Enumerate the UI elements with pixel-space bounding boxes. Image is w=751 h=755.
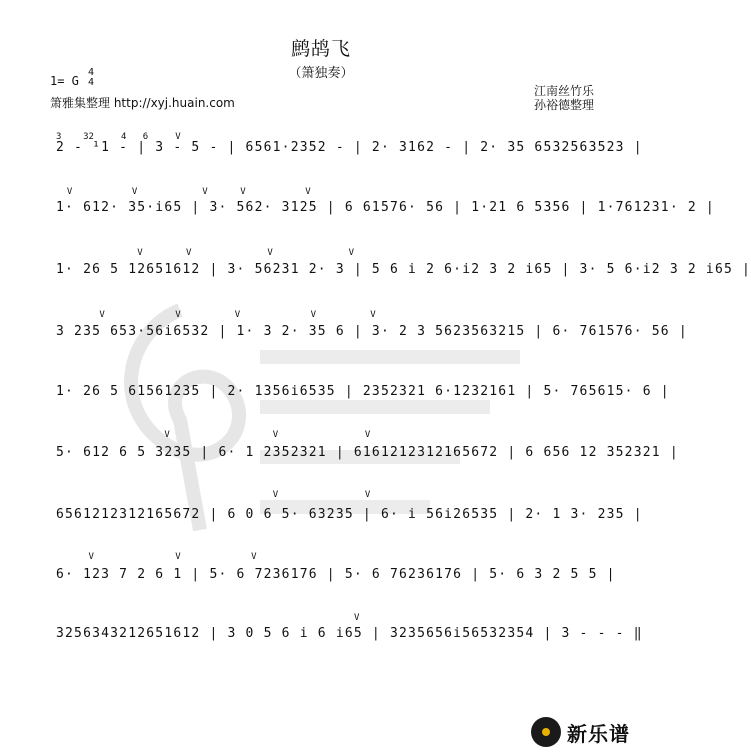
breath-marks-row-8: V V V — [56, 552, 257, 562]
breath-marks-row-9: V — [56, 613, 360, 623]
notation-row-7: 6561212312165672 | 6 0 6 5· 63235 | 6· i 56i26535 | 2· 1 3· 235 | — [56, 507, 643, 522]
breath-marks-row-5 — [56, 372, 596, 382]
breath-marks-row-1: 3 32 4 6 V — [56, 132, 181, 142]
notation-row-8: 6· 123 7 2 6 1 | 5· 6 7236176 | 5· 6 76236176 | 5· 6 3 2 5 5 | — [56, 567, 616, 582]
breath-marks-row-7: V V — [56, 490, 371, 500]
compiler-credit: 箫雅集整理 http://xyj.huain.com — [50, 96, 235, 110]
brand-logo — [531, 717, 630, 747]
key-signature: 1= G — [50, 74, 79, 88]
subtitle: （箫独奏） — [288, 66, 354, 81]
notation-row-5: 1· 26 5 61561235 | 2· 1356i6535 | 2352321 6·1232161 | 5· 765615· 6 | — [56, 384, 670, 399]
notation-row-1: 2 - ¹1 - | 3 - 5 - | 6561·2352 - | 2· 3162 - | 2· 35 6532563523 | — [56, 140, 643, 155]
notation-row-2: 1· 612· 35·i65 | 3· 562· 3125 | 6 61576· 56 | 1·21 6 5356 | 1·761231· 2 | — [56, 200, 715, 215]
time-signature-top: 4 — [88, 67, 95, 78]
breath-marks-row-2: V V V V V — [56, 187, 311, 197]
notation-row-9: 3256343212651612 | 3 0 5 6 i 6 i65 | 3235656i56532354 | 3 - - - ‖ — [56, 626, 643, 641]
breath-marks-row-6: V V V — [56, 430, 371, 440]
vinyl-disc-icon — [531, 717, 561, 747]
notation-row-4: 3 235 653·56i6532 | 1· 3 2· 35 6 | 3· 2 3 5623563215 | 6· 761576· 56 | — [56, 324, 688, 339]
arranger-credit: 孙裕德整理 — [533, 98, 594, 112]
time-signature-bottom: 4 — [88, 77, 95, 88]
breath-marks-row-3: V V V V — [56, 248, 355, 258]
notation-row-3: 1· 26 5 12651612 | 3· 56231 2· 3 | 5 6 i 2 6·i2 3 2 i65 | 3· 5 6·i2 3 2 i65 | — [56, 262, 751, 277]
breath-marks-row-4: V V V V V — [56, 310, 376, 320]
page-title: 鹧鸪飞 — [290, 38, 351, 60]
brand-logo-text: 新乐谱 — [567, 721, 630, 746]
time-signature — [88, 68, 94, 88]
music-style: 江南丝竹乐 — [533, 84, 594, 98]
notation-row-6: 5· 612 6 5 3235 | 6· 1 2352321 | 6161212312165672 | 6 656 12 352321 | — [56, 445, 679, 460]
